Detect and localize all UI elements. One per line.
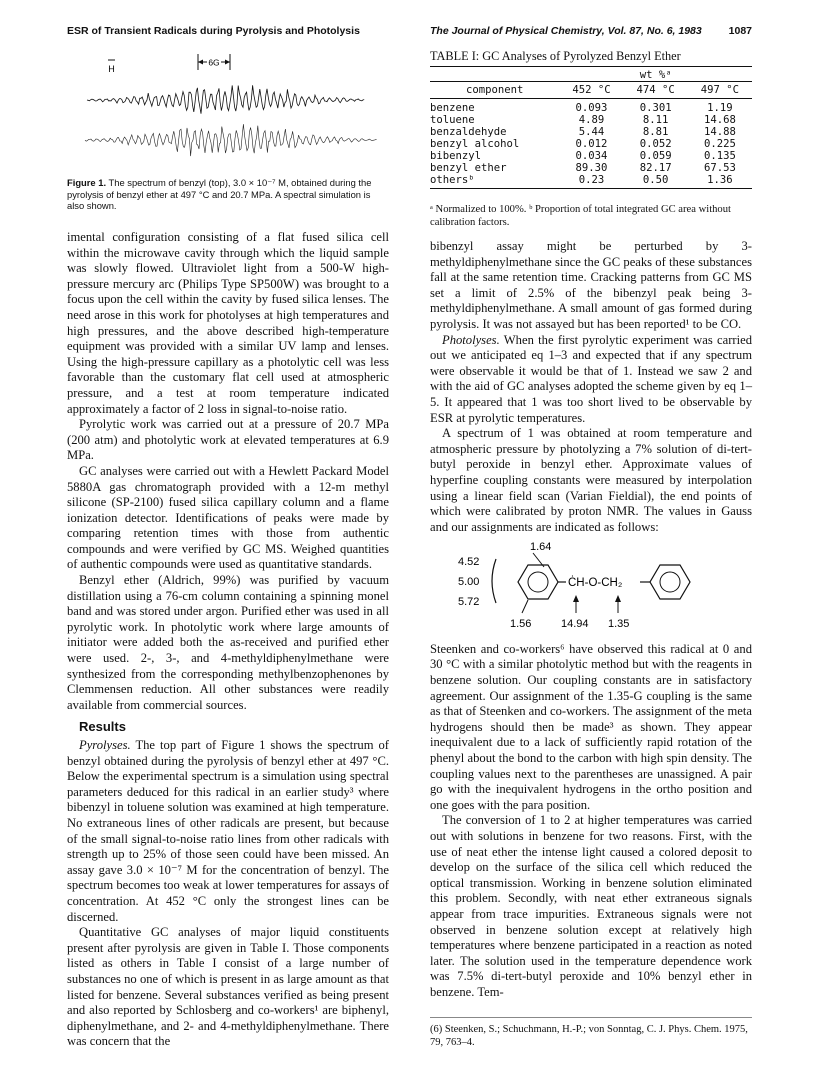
figure-1-esr-spectra [67, 48, 389, 188]
table-footnotes: ᵃ Normalized to 100%. ᵇ Proportion of total integrated GC area without calibration factors. [430, 204, 731, 228]
column-header: 474 °C [624, 82, 688, 99]
table-row: benzyl alcohol 0.012 0.052 0.225 [430, 138, 736, 150]
benzyloxybenzyl-radical-structure [430, 537, 752, 635]
run-in-heading: Photolyses. [442, 332, 500, 347]
coupling-value: 1.35 [608, 618, 630, 631]
phenyl-ring-right [650, 565, 690, 599]
paragraph: Benzyl ether (Aldrich, 99%) was purified by vacuum distillation using a 76-cm column containing a spinning monel band and was stored under argon. Purified ether was used in all pyrolytic work. In photolytic work where large amounts of initiator were added both the as-received and purified ether were used. 2-, 3-, and 4-methyldiphenylmethane were synthesized from the corresponding methylbenzophenones by Clemmensen reduction. All other substances were readily available from commercial sources. [67, 573, 389, 712]
aromatic-circle [528, 572, 548, 592]
table-title: TABLE I: GC Analyses of Pyrolyzed Benzyl Ether [430, 49, 681, 63]
experimental-spectrum-trace [87, 85, 364, 113]
table-row: benzene 0.093 0.301 1.19 [430, 102, 733, 114]
left-text-column [67, 230, 389, 1050]
paragraph: Pyrolytic work was carried out at a pressure of 20.7 MPa (200 atm) and photolytic work at elevated temperatures at 6.9 MPa. [67, 417, 389, 463]
scale-bar-6g [198, 54, 230, 70]
table-row: bibenzyl 0.034 0.059 0.135 [430, 150, 736, 162]
figure-label: Figure 1. [67, 177, 107, 188]
paragraph: The conversion of 1 to 2 at higher temperatures was carried out with solutions in benzene for two reasons. First, with the use of neat ether the intense light caused a colored deposit to develop on the surface of the silica cell which reduced the optical transmission. Working in benzene solution eliminated this problem. Secondly, with neat ether extraneous signals appear from trace impurities. Extraneous signals were not observed in benzene solution except at relatively high temperatures where benzene participated in a reaction as noted later. The solution used in the temperature dependence work was 7.5% di-tert-butyl peroxide and 10% benzyl ether in benzene. Tem- [430, 813, 752, 999]
paragraph: Photolyses. When the first pyrolytic experiment was carried out we anticipated eq 1–3 and expected that if any spectrum were observable it would be that of 1. Instead we saw 2 and with the aid of GC analyses adopted the scheme given by eq 1–5. It appeared that 1 was too short lived to be observable by ESR at pyrolytic temperatures. [430, 332, 752, 425]
h-label: H [108, 64, 115, 74]
coupling-value: 5.00 [458, 576, 480, 589]
paragraph: bibenzyl assay might be perturbed by 3-methyldiphenylmethane since the GC peaks of these substances fall at the same retention time. Cracking patterns from GC MS set a limit of 2.5% of the bibenzyl peak being 3-methyldiphenylmethane. A small amount of gas formed during pyrolysis. It was not assayed but has been reported¹ to be CO. [430, 239, 752, 331]
column-header: component [430, 82, 559, 99]
journal-citation: The Journal of Physical Chemistry, Vol. 87, No. 6, 1983 [430, 25, 702, 37]
coupling-value: 14.94 [561, 618, 589, 631]
left-parenthesis [492, 559, 496, 603]
coupling-value: 5.72 [458, 596, 480, 609]
coupling-value: 1.56 [510, 618, 532, 631]
caption-text: The spectrum of benzyl (top), 3.0 × 10⁻⁷ M, obtained during the pyrolysis of benzyl ether at 497 °C and 20.7 MPa. A spectral simulation is also shown. [67, 177, 372, 211]
figure-1-caption [67, 177, 389, 212]
paragraph: GC analyses were carried out with a Hewlett Packard Model 5880A gas chromatograph provided with a 12-m methyl silicone (SP-2100) fused silica capillary column and a flame ionization detector. Identifications of peaks were made by comparing retention times with those from authentic compounds and were verified by GC MS. Weighed quantities of authentic compounds were used as quantitative standards. [67, 463, 389, 572]
section-heading-results: Results [79, 719, 126, 735]
aromatic-circle [660, 572, 680, 592]
radical-formula: ĊH-O-CH₂ [568, 577, 623, 590]
reference-footnote: (6) Steenken, S.; Schuchmann, H.-P.; von Sonntag, C. J. Phys. Chem. 1975, 79, 763–4. [430, 1017, 752, 1049]
column-group-header: wt %ᵃ [559, 67, 752, 82]
paragraph: imental configuration consisting of a flat fused silica cell within the microwave cavity through which the liquid sample was slowly flowed. Ultraviolet light from a 500-W high-pressure mercury arc (Philips Type SP500W) was brought to a focus upon the cell within the cavity by fused silica lenses. The need arose in this work for photolyses at high temperatures and high pressures, and the above described high-temperature equipment was provided with a similar UV lamp and lenses. Using the high-pressure capillary as a photolytic cell was less favorable than the customary flat cell used at atmospheric pressure, and a test at room temperature indicated approximately a factor of 2 loss in signal-to-noise ratio. [67, 230, 389, 416]
running-header-right [430, 25, 752, 37]
paragraph: Pyrolyses. The top part of Figure 1 shows the spectrum of benzyl obtained during the pyrolysis of benzyl ether at 497 °C. Below the experimental spectrum is a simulation using spectral parameters deduced for this radical in an earlier study³ where bibenzyl in toluene solution was examined at high temperature. No extraneous lines of other radicals are present, but because of the small signal-to-noise ratio lines from other radicals with strength up to 25% of those seen could have been missed. An assay gave 3.0 × 10⁻⁷ M for the concentration of benzyl. The spectrum becomes too weak at lower temperatures for assays of concentration. At 452 °C only the strongest lines can be discerned. [67, 738, 389, 924]
right-text-column [430, 239, 752, 1001]
page-number: 1087 [728, 25, 752, 37]
paragraph: Steenken and co-workers⁶ have observed this radical at 0 and 30 °C with a similar photolytic method but with the reagents in benzene solution. Our coupling constants are in satisfactory agreement. Our assignment of the 1.35-G coupling is the same as that of Steenken and co-workers. The assignment of the meta hydrogens should then be made³ as shown. They appear inequivalent due to a lack of sufficiently rapid rotation of the phenyl about the bond to the carbon with high spin density. The coupling values next to the parentheses are unassigned. A pair go with the inequivalent hydrogens in the ortho position and one goes with the para position. [430, 641, 752, 812]
table-row: othersᵇ 0.23 0.50 1.36 [430, 174, 752, 189]
phenyl-ring-left [518, 565, 558, 599]
table-row: benzaldehyde 5.44 8.81 14.88 [430, 126, 736, 138]
run-in-heading: Pyrolyses. [79, 738, 131, 752]
column-header: 452 °C [559, 82, 623, 99]
coupling-value: 4.52 [458, 556, 480, 569]
column-header: 497 °C [688, 82, 752, 99]
field-marker-h [108, 60, 115, 74]
paragraph: Quantitative GC analyses of major liquid constituents present after pyrolysis are given in Table I. Those components listed as others in Table I consist of a large number of substances no one of which is present in as large amount as that listed for benzene. Several substances verified as being present and also reported by Schlosberg and co-workers¹ are biphenyl, diphenylmethane, and 2- and 4-methyldiphenylmethane. There was concern that the [67, 925, 389, 1049]
simulated-spectrum-trace [85, 124, 377, 156]
coupling-value: 1.64 [530, 541, 552, 554]
scale-label: 6G [208, 57, 220, 68]
running-header-left: ESR of Transient Radicals during Pyrolysis and Photolysis [67, 25, 360, 37]
table-row: toluene 4.89 8.11 14.68 [430, 114, 736, 126]
table-row: benzyl ether 89.30 82.17 67.53 [430, 162, 736, 174]
table-1-gc-analyses [430, 66, 752, 189]
paragraph: A spectrum of 1 was obtained at room temperature and atmospheric pressure by photolyzing a 7% solution of di-tert-butyl peroxide in benzyl ether. Approximate values of hyperfine coupling constants were measured by interpolation using a linear field scan (Varian Fieldial), the end points of which were calibrated by proton NMR. The values in Gauss and our assignments are indicated as follows: [430, 426, 752, 534]
